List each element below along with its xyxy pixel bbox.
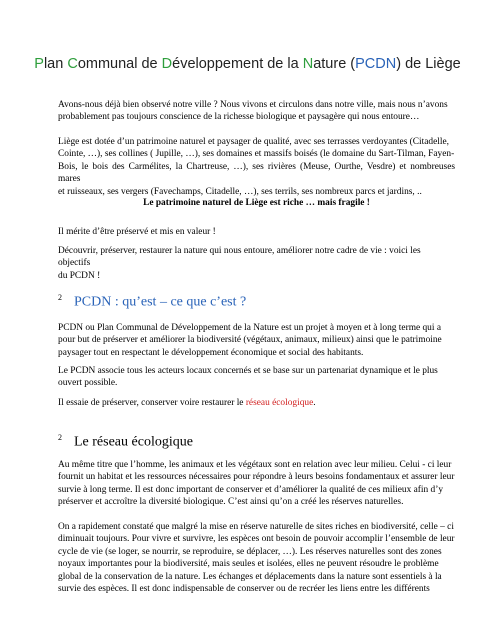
title-part: P [34, 56, 44, 72]
title-part: PCDN [355, 56, 397, 72]
text-line: et ruisseaux, ses vergers (Favechamps, Citadelle, …), ses terrils, ses nombreux parcs et jardins, .. [58, 186, 422, 197]
text-line: global de la conservation de la nature. Les échanges et déplacements dans la nature sont essentiels à la [58, 571, 442, 582]
text-line: diminuait toujours. Pour vivre et survivre, les espèces ont besoin de pouvoir accomplir l’ensemble de leur [58, 534, 455, 545]
text-line: Découvrir, préserver, restaurer la nature qui nous entoure, améliorer notre cadre de vie : voici les objectifs [58, 246, 421, 269]
reseau-ecologique-link[interactable]: réseau écologique [245, 398, 314, 408]
text-line: survie à long terme. Il est donc important de conserver et d’améliorer la qualité de ces milieux afin d’y [58, 484, 444, 495]
title-part: ature ( [313, 56, 356, 72]
section-heading-reseau [58, 430, 455, 451]
title-part: ommunal de [77, 56, 162, 72]
text-line: du PCDN ! [58, 270, 101, 281]
text-line: Bois, le bois des Carmélites, la Chartreuse, …), ses rivières (Meuse, Ourthe, Vesdre) et nombreuses mares [58, 161, 455, 185]
section1-paragraph-2 [58, 365, 455, 390]
text-line: Au même titre que l’homme, les animaux et les végétaux sont en relation avec leur milieu. Celui - ci leur [58, 460, 452, 470]
section-title: Le réseau écologique [74, 434, 193, 450]
text-line: On a rapidement constaté que malgré la mise en réserve naturelle de sites riches en biodiversité, celle – ci [58, 522, 454, 532]
text-line: paysager tout en respectant le développement économique et social des habitants. [58, 347, 364, 358]
title-part: D [161, 56, 173, 72]
intro-paragraph-2 [58, 136, 455, 198]
text-line: Liège est dotée d’un patrimoine naturel et paysager de qualité, avec ses terrasses verdoyantes (Citadelle, [58, 137, 449, 147]
highlight-statement: Le patrimoine naturel de Liège est riche … mais fragile ! [143, 198, 370, 208]
title-part: lan [43, 56, 68, 72]
text-line: fournit un habitat et les ressources nécessaires pour répondre à leurs besoins fondamentaux et assurer leur [58, 472, 455, 483]
title-part: éveloppement de la [172, 56, 303, 72]
intro-paragraph-4 [58, 245, 455, 282]
text-line: survie des espèces. Il est donc indispensable de conserver ou de recréer les liens entre les différents [58, 584, 430, 595]
section1-paragraph-3: Il essaie de préserver, conserver voire restaurer le réseau écologique. [58, 398, 316, 408]
text-line: PCDN ou Plan Communal de Développement de la Nature est un projet à moyen et à long terme qui a [58, 323, 441, 333]
text-line: probablement pas toujours conscience de la richesse biologique et paysagère qui nous entoure… [58, 112, 420, 123]
text-line: ouvert possible. [58, 378, 118, 389]
text-line: pour but de préserver et améliorer la biodiversité (végétaux, animaux, milieux) ainsi que le patrimoine [58, 335, 442, 346]
text-line: Le PCDN associe tous les acteurs locaux concernés et se base sur un partenariat dynamique et le plus [58, 366, 438, 376]
section-number: 2 [58, 293, 62, 302]
title-part: C [67, 56, 78, 72]
title-part: ) de Liège [396, 56, 461, 72]
section1-paragraph-1 [58, 322, 455, 359]
section-title: PCDN : qu’est – ce que c’est ? [74, 294, 247, 310]
intro-paragraph-3: Il mérite d’être préservé et mis en valeur ! [58, 227, 216, 237]
title-part: N [302, 56, 314, 72]
text-line: préserver et accroître la diversité biologique. C’est ainsi qu’on a créé les réserves naturelles. [58, 497, 404, 508]
document-title [0, 56, 495, 72]
text-line: noyaux importantes pour la biodiversité, mais seules et isolées, elles ne peuvent résoudre le problème [58, 559, 439, 570]
section-heading-pcdn [58, 290, 455, 311]
text-line: Cointe, …), ses collines ( Jupille, …), ses domaines et massifs boisés (le domaine du Sart-Tilman, Fayen- [58, 149, 455, 160]
text-line: cycle de vie (se loger, se nourrir, se reproduire, se déplacer, …). Les réserves naturelles sont des zones [58, 546, 442, 557]
text-line: Avons-nous déjà bien observé notre ville ? Nous vivons et circulons dans notre ville, mais nous n’avons [58, 100, 448, 110]
intro-paragraph-1 [58, 99, 455, 124]
section2-paragraph-2 [58, 521, 455, 595]
section2-paragraph-1 [58, 459, 455, 509]
section-number: 2 [58, 433, 62, 442]
